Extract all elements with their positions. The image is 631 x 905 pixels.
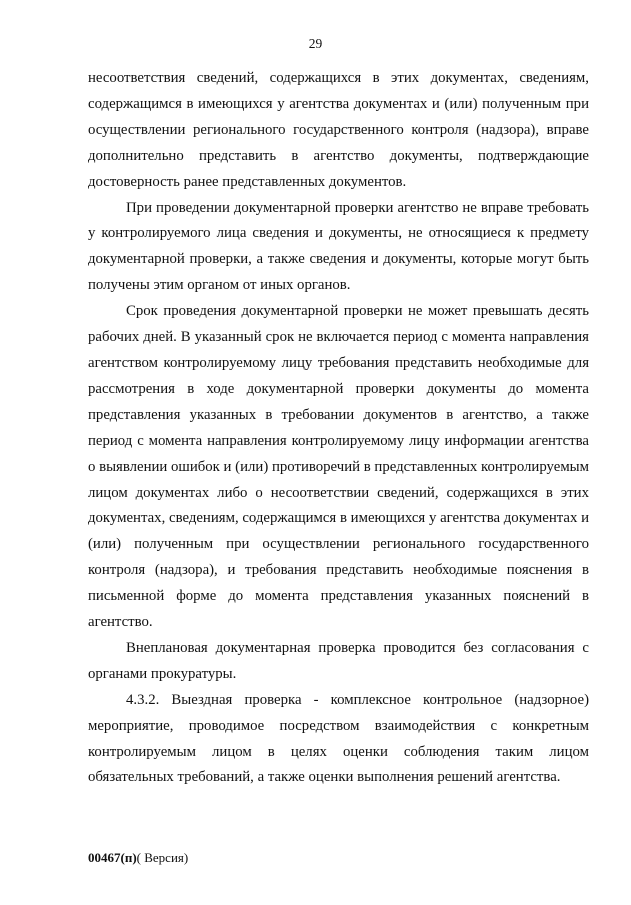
paragraph-onsite-inspection: 4.3.2. Выездная проверка - комплексное контрольное (надзорное) мероприятие, проводимое посредством взаимодействия с конкретным контролируемым лицом в целях оценки соблюдения таким лицом обязательных требований, а также оценки выполнения решений агентства.: [88, 691, 589, 786]
page-number: 29: [308, 36, 323, 51]
paragraph-unscheduled-check: Внеплановая документарная проверка проводится без согласования с органами прокуратуры.: [88, 639, 589, 682]
document-footer: [88, 850, 188, 866]
paragraph-continuation: несоответствия сведений, содержащихся в этих документах, сведениям, содержащимся в имеющихся у агентства документах и (или) полученным при осуществлении регионального государственного контроля (надзора), вправе дополнительно представить в агентство документы, подтверждающие достоверность ранее представленных документов.: [88, 70, 589, 190]
document-version: ( Версия): [136, 850, 189, 865]
document-code: 00467(п): [88, 850, 137, 865]
document-body: [88, 66, 589, 791]
paragraph-document-check-restrictions: При проведении документарной проверки агентство не вправе требовать у контролируемого лица сведения и документы, не относящиеся к предмету документарной проверки, а также сведения и документы, которые могут быть получены этим органом от иных органов.: [88, 199, 589, 294]
paragraph-check-duration: Срок проведения документарной проверки не может превышать десять рабочих дней. В указанный срок не включается период с момента направления агентством контролируемому лицу требования представить необходимые для рассмотрения в ходе документарной проверки документы до момента представления указанных в требовании документов в агентство, а также период с момента направления контролируемому лицу информации агентства о выявлении ошибок и (или) противоречий в представленных контролируемым лицом документах либо о несоответствии сведений, содержащихся в этих документах, сведениям, содержащимся в имеющихся у агентства документах и (или) полученным при осуществлении регионального государственного контроля (надзора), и требования представить необходимые пояснения в письменной форме до момента представления указанных пояснений в агентство.: [88, 303, 589, 631]
